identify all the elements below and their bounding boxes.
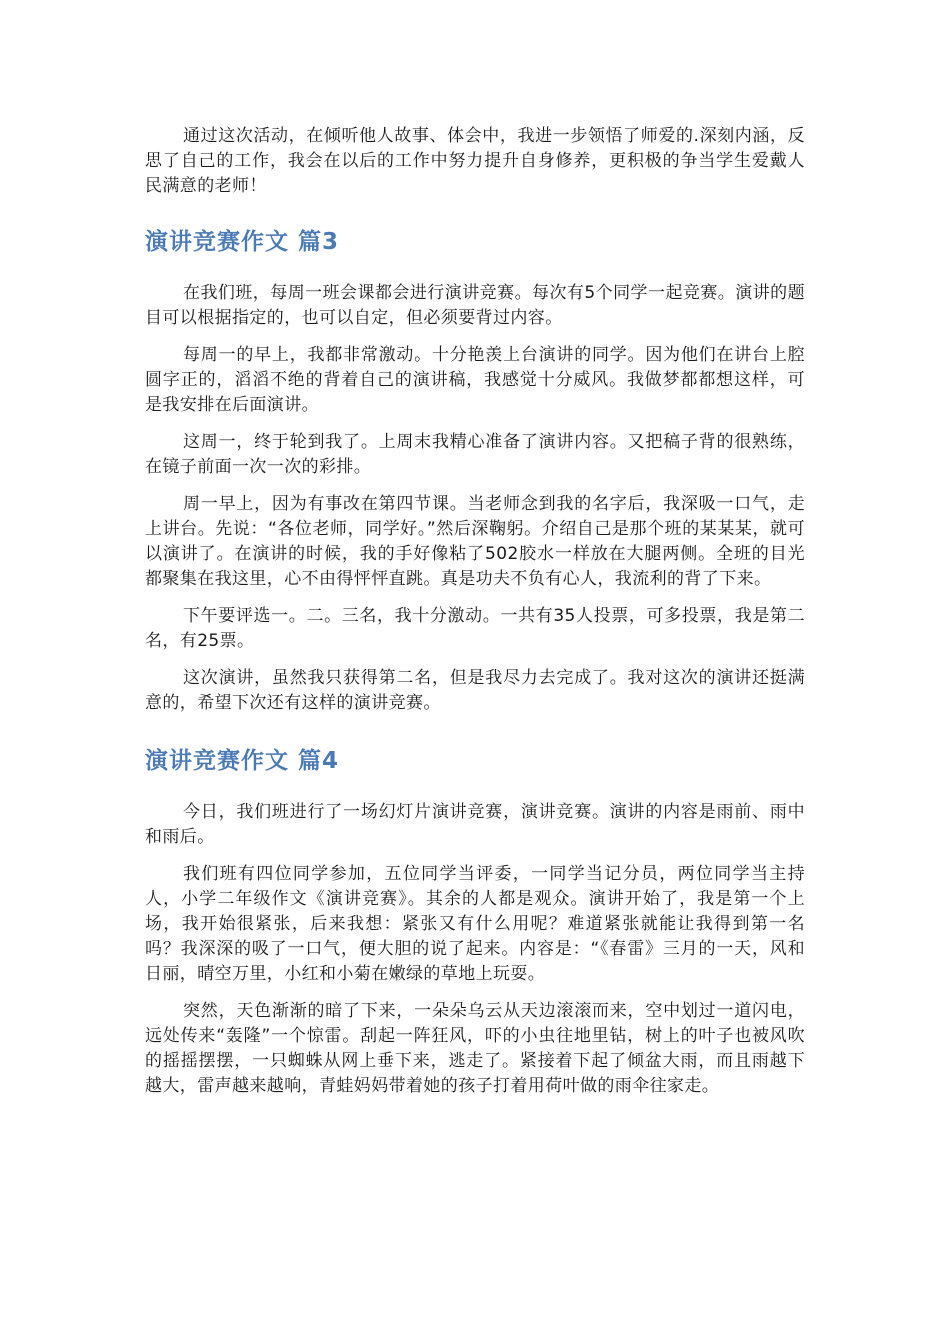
- section-4-paragraph: 今日，我们班进行了一场幻灯片演讲竞赛，演讲竞赛。演讲的内容是雨前、雨中和雨后。: [145, 802, 805, 847]
- section-3-paragraph: 周一早上，因为有事改在第四节课。当老师念到我的名字后，我深吸一口气，走上讲台。先说：“各位老师，同学好。”然后深鞠躬。介绍自己是那个班的某某某，就可以演讲了。在演讲的时候，我的手好像粘了502胶水一样放在大腿两侧。全班的目光都聚集在我这里，心不由得怦怦直跳。真是功夫不负有心人，我流利的背了下来。: [145, 494, 805, 589]
- document-page: [145, 124, 805, 1111]
- section-4-paragraph: 我们班有四位同学参加，五位同学当评委，一同学当记分员，两位同学当主持人，小学二年级作文《演讲竞赛》。其余的人都是观众。演讲开始了，我是第一个上场，我开始很紧张，后来我想：紧张又有什么用呢？难道紧张就能让我得到第一名吗？我深深的吸了一口气，便大胆的说了起来。内容是：“《春雷》三月的一天，风和日丽，晴空万里，小红和小菊在嫩绿的草地上玩耍。: [145, 864, 805, 984]
- section-3-paragraph: 这次演讲，虽然我只获得第二名，但是我尽力去完成了。我对这次的演讲还挺满意的，希望下次还有这样的演讲竞赛。: [145, 668, 805, 713]
- section-4-paragraph: 突然，天色渐渐的暗了下来，一朵朵乌云从天边滚滚而来，空中划过一道闪电，远处传来“轰隆”一个惊雷。刮起一阵狂风，吓的小虫往地里钻，树上的叶子也被风吹的摇摇摆摆，一只蜘蛛从网上垂下来，逃走了。紧接着下起了倾盆大雨，而且雨越下越大，雷声越来越响，青蛙妈妈带着她的孩子打着用荷叶做的雨伞往家走。: [145, 1001, 805, 1096]
- section-3-heading: 演讲竞赛作文 篇3: [145, 229, 340, 255]
- section-4-heading: 演讲竞赛作文 篇4: [145, 748, 340, 774]
- section-3-paragraph: 下午要评选一。二。三名，我十分激动。一共有35人投票，可多投票，我是第二名，有25票。: [145, 606, 805, 651]
- section-3-paragraph: 每周一的早上，我都非常激动。十分艳羡上台演讲的同学。因为他们在讲台上腔圆字正的，滔滔不绝的背着自己的演讲稿，我感觉十分威风。我做梦都都想这样，可是我安排在后面演讲。: [145, 345, 805, 415]
- intro-paragraph: 通过这次活动，在倾听他人故事、体会中，我进一步领悟了师爱的.深刻内涵，反思了自己的工作，我会在以后的工作中努力提升自身修养，更积极的争当学生爱戴人民满意的老师！: [145, 126, 805, 196]
- section-3-paragraph: 在我们班，每周一班会课都会进行演讲竞赛。每次有5个同学一起竞赛。演讲的题目可以根据指定的，也可以自定，但必须要背过内容。: [145, 283, 805, 328]
- section-3-paragraph: 这周一，终于轮到我了。上周末我精心准备了演讲内容。又把稿子背的很熟练，在镜子前面一次一次的彩排。: [145, 432, 805, 477]
